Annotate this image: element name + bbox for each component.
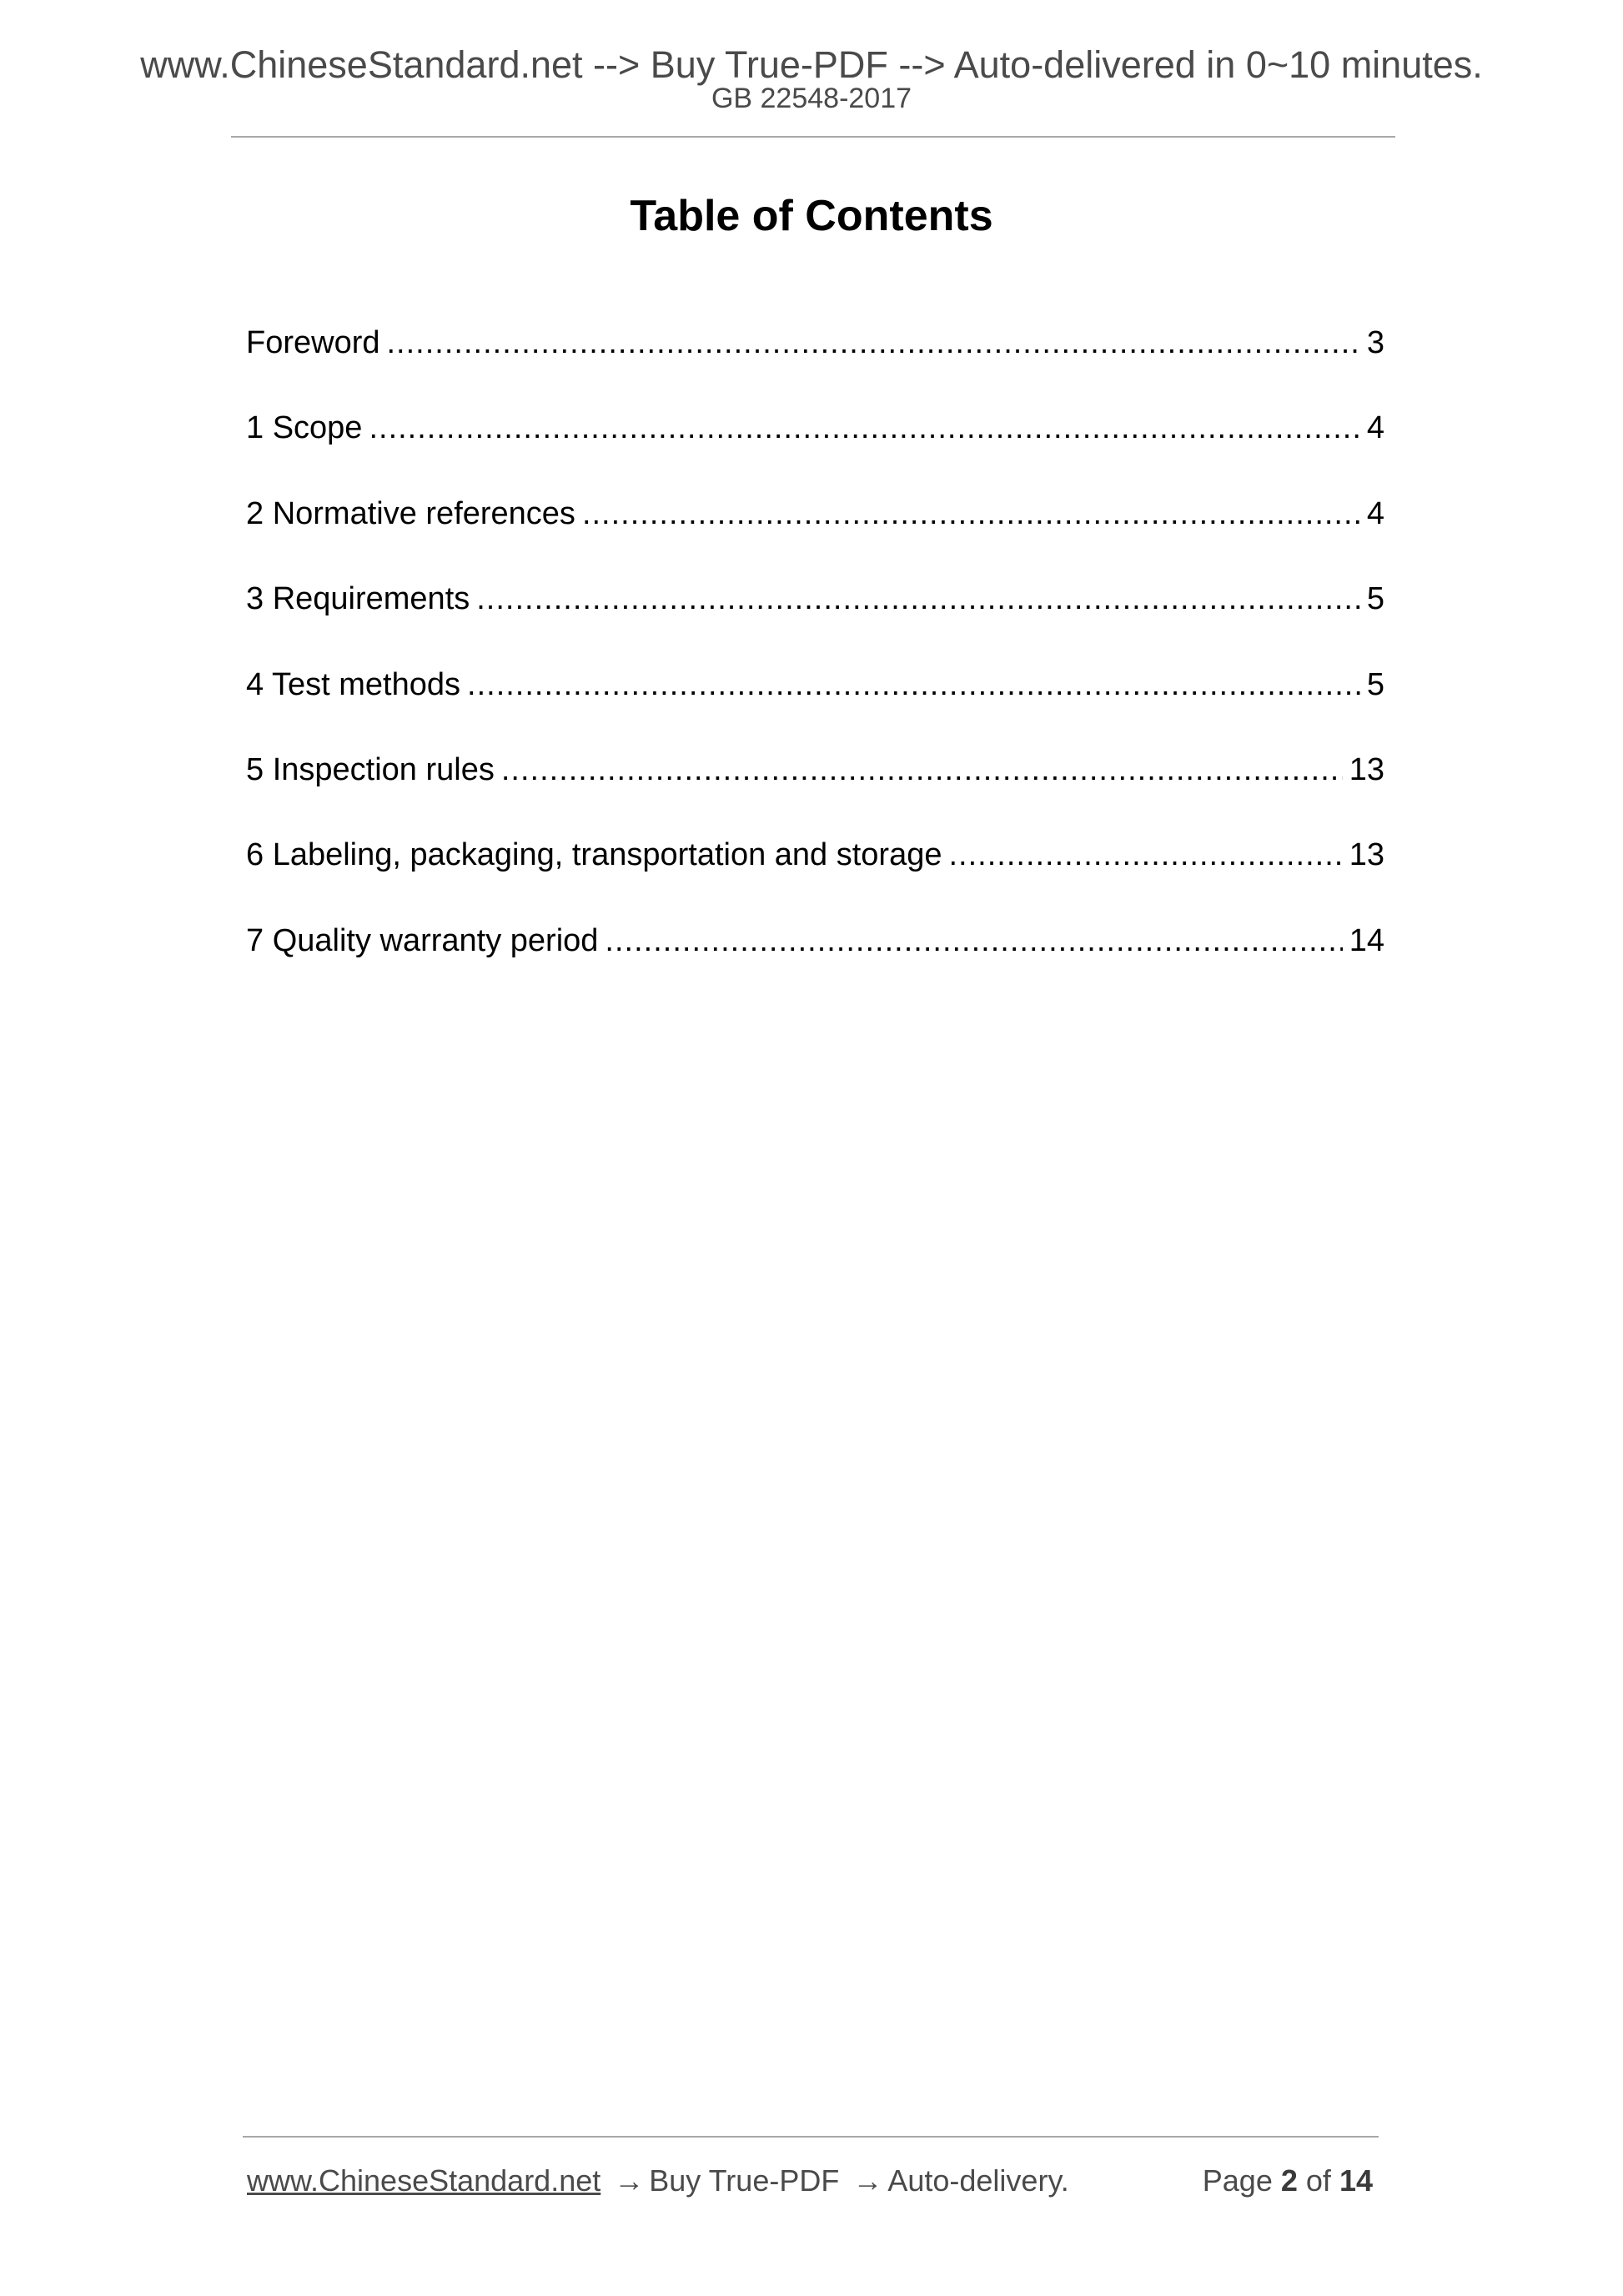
table-of-contents [246,321,1384,1004]
page-current: 2 [1280,2163,1298,2198]
footer-buy-text: Buy True-PDF [649,2163,840,2198]
toc-dot-leader [501,748,1343,791]
toc-entry-label: 5 Inspection rules [246,751,495,787]
toc-title: Table of Contents [630,192,993,240]
toc-entry-label: Foreword [246,325,380,360]
toc-dot-leader [582,492,1360,535]
toc-entry-scope[interactable] [246,406,1384,491]
toc-dot-leader [387,321,1360,364]
toc-entry-test-methods[interactable] [246,663,1384,748]
footer-site-link[interactable]: www.ChineseStandard.net [247,2163,601,2198]
arrow-right-icon: → [852,2163,883,2198]
footer-divider [243,2136,1379,2138]
toc-entry-page: 14 [1349,922,1384,958]
page-total: 14 [1339,2163,1373,2198]
header-divider [231,136,1395,138]
toc-dot-leader [467,663,1360,706]
toc-dot-leader [476,577,1360,620]
site-banner: www.ChineseStandard.net --> Buy True-PDF --> Auto-delivered in 0~10 minutes. [140,43,1483,86]
toc-entry-page: 4 [1366,410,1384,446]
page-of-label: of [1305,2163,1331,2198]
toc-entry-page: 13 [1349,751,1384,787]
footer-delivery-text: Auto-delivery. [887,2163,1069,2198]
toc-entry-label: 4 Test methods [246,666,461,702]
page-footer [247,2160,1381,2202]
toc-dot-leader [605,919,1342,962]
toc-entry-page: 5 [1366,666,1384,702]
footer-promo [247,2160,1069,2202]
toc-entry-inspection-rules[interactable] [246,748,1384,833]
toc-entry-label: 2 Normative references [246,495,575,531]
arrow-right-icon: → [614,2163,645,2198]
toc-entry-requirements[interactable] [246,577,1384,662]
toc-dot-leader [948,833,1342,877]
toc-entry-normative-references[interactable] [246,492,1384,577]
toc-entry-label: 6 Labeling, packaging, transportation and storage [246,837,942,873]
toc-dot-leader [369,406,1359,450]
toc-entry-label: 3 Requirements [246,581,470,617]
toc-entry-label: 7 Quality warranty period [246,922,599,958]
document-code: GB 22548-2017 [711,83,912,114]
page-label: Page [1202,2163,1273,2198]
toc-entry-page: 4 [1366,495,1384,531]
toc-entry-labeling-packaging[interactable] [246,833,1384,918]
toc-entry-page: 13 [1349,837,1384,873]
toc-entry-label: 1 Scope [246,410,363,446]
page-number [1203,2160,1373,2202]
toc-entry-foreword[interactable] [246,321,1384,406]
toc-entry-quality-warranty[interactable] [246,919,1384,1004]
toc-entry-page: 3 [1366,325,1384,360]
toc-entry-page: 5 [1366,581,1384,617]
